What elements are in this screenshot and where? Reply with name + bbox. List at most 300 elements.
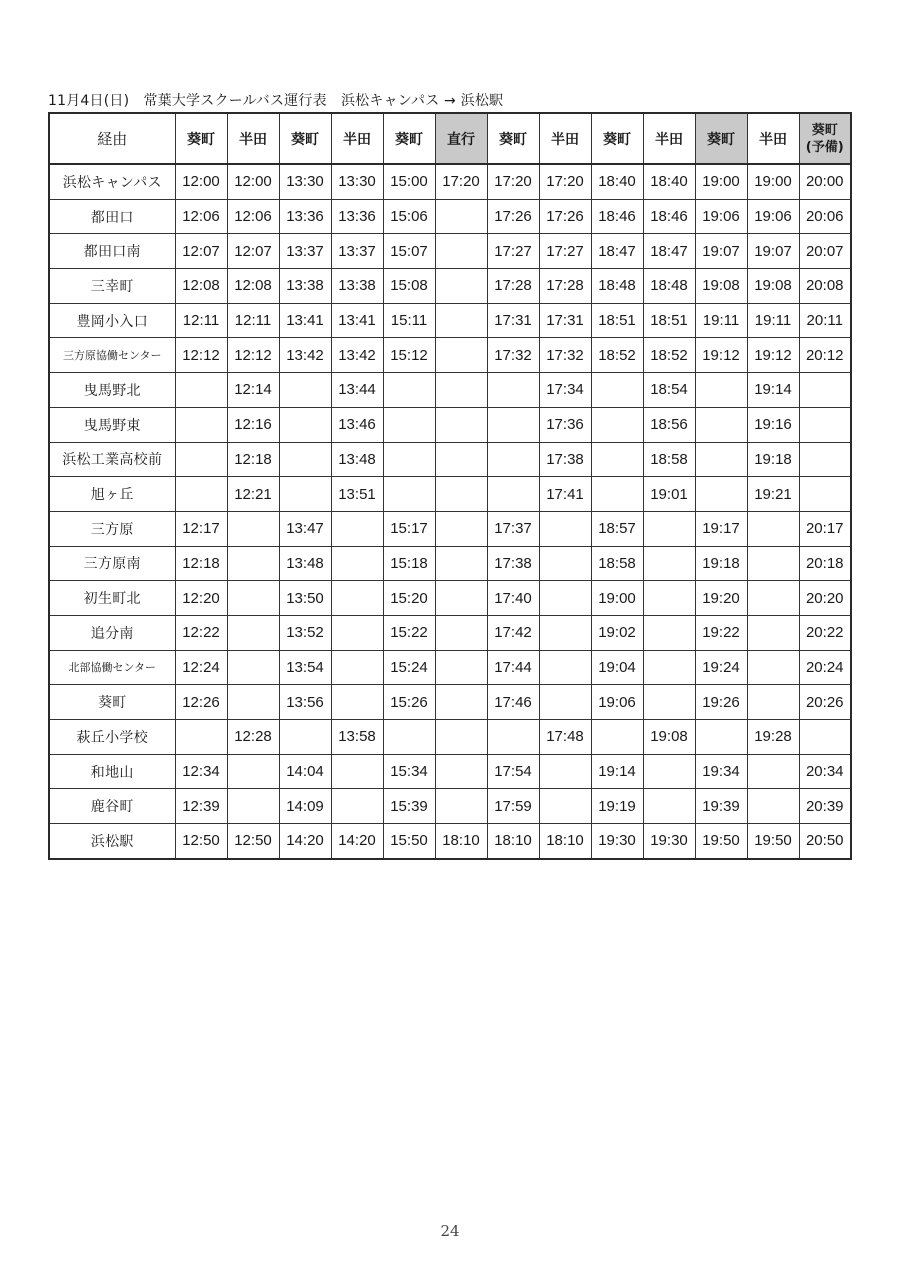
departure-time-cell: 15:00: [383, 164, 435, 199]
departure-time-cell: [747, 615, 799, 650]
departure-time-cell: [799, 373, 851, 408]
departure-time-cell: [539, 754, 591, 789]
page-title: 11月4日(日) 常葉大学スクールバス運行表 浜松キャンパス → 浜松駅: [48, 93, 504, 109]
departure-time-cell: [487, 442, 539, 477]
departure-time-cell: 17:36: [539, 407, 591, 442]
route-header-10: [643, 113, 695, 164]
departure-time-cell: 19:18: [747, 442, 799, 477]
departure-time-cell: 17:34: [539, 373, 591, 408]
departure-time-cell: [695, 720, 747, 755]
departure-time-cell: [487, 477, 539, 512]
stop-name: 鹿谷町: [49, 789, 175, 824]
departure-time-cell: 17:26: [487, 199, 539, 234]
departure-time-cell: 17:32: [539, 338, 591, 373]
departure-time-cell: 15:11: [383, 303, 435, 338]
departure-time-cell: [591, 407, 643, 442]
departure-time-cell: 13:42: [331, 338, 383, 373]
departure-time-cell: 13:36: [279, 199, 331, 234]
departure-time-cell: 17:46: [487, 685, 539, 720]
departure-time-cell: 15:26: [383, 685, 435, 720]
departure-time-cell: [331, 650, 383, 685]
departure-time-cell: 12:14: [227, 373, 279, 408]
departure-time-cell: 13:46: [331, 407, 383, 442]
table-row: [49, 824, 851, 859]
departure-time-cell: 12:00: [175, 164, 227, 199]
departure-time-cell: [747, 789, 799, 824]
table-row: [49, 303, 851, 338]
departure-time-cell: 20:18: [799, 546, 851, 581]
departure-time-cell: 18:40: [643, 164, 695, 199]
departure-time-cell: 15:22: [383, 615, 435, 650]
departure-time-cell: [643, 546, 695, 581]
route-name: 葵町: [291, 131, 319, 148]
departure-time-cell: 19:06: [591, 685, 643, 720]
stop-name: 三方原南: [49, 546, 175, 581]
departure-time-cell: 13:48: [279, 546, 331, 581]
departure-time-cell: [279, 373, 331, 408]
departure-time-cell: 19:08: [747, 269, 799, 304]
departure-time-cell: 13:58: [331, 720, 383, 755]
table-row: [49, 581, 851, 616]
departure-time-cell: 19:30: [643, 824, 695, 859]
departure-time-cell: [435, 720, 487, 755]
departure-time-cell: 12:08: [227, 269, 279, 304]
departure-time-cell: 15:39: [383, 789, 435, 824]
departure-time-cell: [279, 407, 331, 442]
departure-time-cell: 13:51: [331, 477, 383, 512]
departure-time-cell: 12:21: [227, 477, 279, 512]
departure-time-cell: 13:37: [279, 234, 331, 269]
departure-time-cell: 19:06: [695, 199, 747, 234]
departure-time-cell: 18:58: [591, 546, 643, 581]
departure-time-cell: 17:26: [539, 199, 591, 234]
departure-time-cell: [799, 442, 851, 477]
departure-time-cell: [435, 685, 487, 720]
departure-time-cell: [435, 373, 487, 408]
stop-name: 旭ヶ丘: [49, 477, 175, 512]
departure-time-cell: [591, 373, 643, 408]
departure-time-cell: 13:37: [331, 234, 383, 269]
departure-time-cell: 17:38: [539, 442, 591, 477]
departure-time-cell: 19:19: [591, 789, 643, 824]
route-name: 半田: [343, 131, 371, 148]
departure-time-cell: 12:17: [175, 511, 227, 546]
departure-time-cell: 18:10: [435, 824, 487, 859]
stop-name: 浜松駅: [49, 824, 175, 859]
departure-time-cell: [331, 511, 383, 546]
route-header-5: [383, 113, 435, 164]
departure-time-cell: [175, 477, 227, 512]
departure-time-cell: 15:18: [383, 546, 435, 581]
departure-time-cell: 12:18: [175, 546, 227, 581]
page-number: 24: [440, 1222, 460, 1240]
departure-time-cell: [643, 615, 695, 650]
departure-time-cell: [747, 650, 799, 685]
departure-time-cell: [383, 477, 435, 512]
departure-time-cell: [383, 720, 435, 755]
departure-time-cell: [435, 407, 487, 442]
departure-time-cell: [643, 581, 695, 616]
departure-time-cell: 19:30: [591, 824, 643, 859]
departure-time-cell: 17:42: [487, 615, 539, 650]
table-row: [49, 234, 851, 269]
departure-time-cell: 20:12: [799, 338, 851, 373]
route-name: 葵町: [499, 131, 527, 148]
departure-time-cell: 18:48: [591, 269, 643, 304]
departure-time-cell: [227, 650, 279, 685]
departure-time-cell: 19:06: [747, 199, 799, 234]
departure-time-cell: 18:47: [591, 234, 643, 269]
departure-time-cell: 15:06: [383, 199, 435, 234]
departure-time-cell: 18:58: [643, 442, 695, 477]
departure-time-cell: [643, 650, 695, 685]
stop-name: 初生町北: [49, 581, 175, 616]
departure-time-cell: 20:11: [799, 303, 851, 338]
departure-time-cell: 13:47: [279, 511, 331, 546]
departure-time-cell: 19:08: [643, 720, 695, 755]
departure-time-cell: [799, 477, 851, 512]
table-row: [49, 442, 851, 477]
departure-time-cell: 20:24: [799, 650, 851, 685]
departure-time-cell: [331, 615, 383, 650]
table-row: [49, 338, 851, 373]
departure-time-cell: [435, 511, 487, 546]
departure-time-cell: 14:20: [279, 824, 331, 859]
departure-time-cell: 18:56: [643, 407, 695, 442]
departure-time-cell: 13:44: [331, 373, 383, 408]
departure-time-cell: 17:28: [539, 269, 591, 304]
route-name: 半田: [759, 131, 787, 148]
route-note: (予備): [805, 139, 844, 155]
departure-time-cell: 13:41: [279, 303, 331, 338]
departure-time-cell: 19:26: [695, 685, 747, 720]
table-row: [49, 650, 851, 685]
departure-time-cell: [695, 407, 747, 442]
route-header-4: [331, 113, 383, 164]
departure-time-cell: [435, 303, 487, 338]
departure-time-cell: [747, 754, 799, 789]
departure-time-cell: 15:17: [383, 511, 435, 546]
departure-time-cell: 19:07: [695, 234, 747, 269]
departure-time-cell: [435, 199, 487, 234]
departure-time-cell: [747, 546, 799, 581]
departure-time-cell: 20:06: [799, 199, 851, 234]
departure-time-cell: 13:41: [331, 303, 383, 338]
departure-time-cell: 19:20: [695, 581, 747, 616]
departure-time-cell: 18:52: [643, 338, 695, 373]
stop-name: 浜松キャンパス: [49, 164, 175, 199]
departure-time-cell: 13:36: [331, 199, 383, 234]
departure-time-cell: [227, 581, 279, 616]
departure-time-cell: 19:22: [695, 615, 747, 650]
departure-time-cell: [695, 373, 747, 408]
route-name: 葵町: [395, 131, 423, 148]
departure-time-cell: 12:39: [175, 789, 227, 824]
departure-time-cell: 13:30: [331, 164, 383, 199]
departure-time-cell: 15:08: [383, 269, 435, 304]
departure-time-cell: [227, 789, 279, 824]
departure-time-cell: 20:17: [799, 511, 851, 546]
departure-time-cell: [227, 754, 279, 789]
departure-time-cell: 12:50: [227, 824, 279, 859]
departure-time-cell: [435, 789, 487, 824]
departure-time-cell: 17:44: [487, 650, 539, 685]
departure-time-cell: 18:46: [643, 199, 695, 234]
departure-time-cell: [175, 373, 227, 408]
departure-time-cell: [175, 720, 227, 755]
departure-time-cell: 19:12: [747, 338, 799, 373]
route-header-3: [279, 113, 331, 164]
departure-time-cell: 15:12: [383, 338, 435, 373]
departure-time-cell: 17:38: [487, 546, 539, 581]
stop-name: 曳馬野北: [49, 373, 175, 408]
departure-time-cell: [591, 720, 643, 755]
departure-time-cell: [487, 720, 539, 755]
departure-time-cell: 14:20: [331, 824, 383, 859]
stop-name: 曳馬野東: [49, 407, 175, 442]
route-name: 葵町: [603, 131, 631, 148]
route-header-8: [539, 113, 591, 164]
departure-time-cell: 18:54: [643, 373, 695, 408]
departure-time-cell: [435, 650, 487, 685]
departure-time-cell: 12:18: [227, 442, 279, 477]
departure-time-cell: 12:22: [175, 615, 227, 650]
departure-time-cell: [643, 511, 695, 546]
departure-time-cell: 19:14: [591, 754, 643, 789]
departure-time-cell: [331, 754, 383, 789]
departure-time-cell: [175, 407, 227, 442]
departure-time-cell: 17:37: [487, 511, 539, 546]
departure-time-cell: 15:34: [383, 754, 435, 789]
departure-time-cell: 13:38: [279, 269, 331, 304]
departure-time-cell: [591, 477, 643, 512]
table-row: [49, 685, 851, 720]
departure-time-cell: 12:08: [175, 269, 227, 304]
stop-name: 都田口: [49, 199, 175, 234]
departure-time-cell: [331, 789, 383, 824]
stop-name: 和地山: [49, 754, 175, 789]
departure-time-cell: 15:50: [383, 824, 435, 859]
stop-name: 三幸町: [49, 269, 175, 304]
table-row: [49, 546, 851, 581]
departure-time-cell: 19:08: [695, 269, 747, 304]
departure-time-cell: [435, 477, 487, 512]
departure-time-cell: [539, 615, 591, 650]
departure-time-cell: 17:28: [487, 269, 539, 304]
departure-time-cell: 17:59: [487, 789, 539, 824]
departure-time-cell: 17:41: [539, 477, 591, 512]
departure-time-cell: 18:48: [643, 269, 695, 304]
departure-time-cell: 20:20: [799, 581, 851, 616]
departure-time-cell: 19:21: [747, 477, 799, 512]
departure-time-cell: 12:07: [227, 234, 279, 269]
departure-time-cell: [435, 338, 487, 373]
departure-time-cell: [539, 685, 591, 720]
departure-time-cell: [539, 546, 591, 581]
departure-time-cell: 20:39: [799, 789, 851, 824]
departure-time-cell: [331, 685, 383, 720]
departure-time-cell: 20:00: [799, 164, 851, 199]
departure-time-cell: [435, 442, 487, 477]
departure-time-cell: [435, 615, 487, 650]
departure-time-cell: [643, 685, 695, 720]
departure-time-cell: 17:32: [487, 338, 539, 373]
departure-time-cell: [227, 546, 279, 581]
departure-time-cell: 12:26: [175, 685, 227, 720]
departure-time-cell: 19:34: [695, 754, 747, 789]
departure-time-cell: 14:09: [279, 789, 331, 824]
stop-name: 追分南: [49, 615, 175, 650]
departure-time-cell: 19:18: [695, 546, 747, 581]
departure-time-cell: 20:34: [799, 754, 851, 789]
route-header-12: [747, 113, 799, 164]
route-header-2: [227, 113, 279, 164]
departure-time-cell: 19:02: [591, 615, 643, 650]
departure-time-cell: [487, 373, 539, 408]
route-name: 半田: [655, 131, 683, 148]
table-row: [49, 754, 851, 789]
departure-time-cell: 15:24: [383, 650, 435, 685]
route-name: 葵町: [811, 122, 838, 138]
route-name: 葵町: [187, 131, 215, 148]
departure-time-cell: 17:31: [487, 303, 539, 338]
departure-time-cell: 13:50: [279, 581, 331, 616]
bus-timetable: [48, 112, 852, 860]
departure-time-cell: [487, 407, 539, 442]
departure-time-cell: 12:00: [227, 164, 279, 199]
departure-time-cell: 19:50: [747, 824, 799, 859]
departure-time-cell: 20:50: [799, 824, 851, 859]
departure-time-cell: [383, 407, 435, 442]
departure-time-cell: 13:48: [331, 442, 383, 477]
departure-time-cell: 17:31: [539, 303, 591, 338]
table-row: [49, 477, 851, 512]
departure-time-cell: 19:14: [747, 373, 799, 408]
departure-time-cell: 17:27: [487, 234, 539, 269]
departure-time-cell: 19:04: [591, 650, 643, 685]
departure-time-cell: [227, 685, 279, 720]
departure-time-cell: [435, 269, 487, 304]
departure-time-cell: 20:07: [799, 234, 851, 269]
departure-time-cell: 18:47: [643, 234, 695, 269]
departure-time-cell: [539, 581, 591, 616]
departure-time-cell: 17:40: [487, 581, 539, 616]
stop-name: 葵町: [49, 685, 175, 720]
route-header-13: [799, 113, 851, 164]
departure-time-cell: 17:54: [487, 754, 539, 789]
departure-time-cell: 12:16: [227, 407, 279, 442]
departure-time-cell: [279, 720, 331, 755]
departure-time-cell: 20:22: [799, 615, 851, 650]
departure-time-cell: 12:07: [175, 234, 227, 269]
departure-time-cell: 12:06: [175, 199, 227, 234]
departure-time-cell: [539, 650, 591, 685]
departure-time-cell: [227, 511, 279, 546]
stop-name: 豊岡小入口: [49, 303, 175, 338]
departure-time-cell: [279, 442, 331, 477]
departure-time-cell: [383, 373, 435, 408]
departure-time-cell: 19:17: [695, 511, 747, 546]
departure-time-cell: [175, 442, 227, 477]
departure-time-cell: 12:11: [227, 303, 279, 338]
departure-time-cell: 17:20: [487, 164, 539, 199]
route-header-11: [695, 113, 747, 164]
departure-time-cell: 13:38: [331, 269, 383, 304]
route-header-1: [175, 113, 227, 164]
stop-name: 浜松工業高校前: [49, 442, 175, 477]
table-row: [49, 199, 851, 234]
table-row: [49, 511, 851, 546]
departure-time-cell: 20:26: [799, 685, 851, 720]
departure-time-cell: [695, 477, 747, 512]
stop-name: 萩丘小学校: [49, 720, 175, 755]
departure-time-cell: [799, 407, 851, 442]
departure-time-cell: 12:12: [227, 338, 279, 373]
route-header-row: [49, 113, 851, 164]
table-row: [49, 164, 851, 199]
departure-time-cell: 19:24: [695, 650, 747, 685]
departure-time-cell: 19:00: [747, 164, 799, 199]
departure-time-cell: [799, 720, 851, 755]
departure-time-cell: 12:28: [227, 720, 279, 755]
stop-name: 都田口南: [49, 234, 175, 269]
departure-time-cell: 12:50: [175, 824, 227, 859]
departure-time-cell: 12:12: [175, 338, 227, 373]
departure-time-cell: [695, 442, 747, 477]
departure-time-cell: 18:51: [591, 303, 643, 338]
table-row: [49, 789, 851, 824]
departure-time-cell: 19:28: [747, 720, 799, 755]
departure-time-cell: 19:00: [591, 581, 643, 616]
departure-time-cell: [331, 546, 383, 581]
departure-time-cell: [435, 754, 487, 789]
route-header-6: [435, 113, 487, 164]
stop-name: 三方原: [49, 511, 175, 546]
departure-time-cell: 13:30: [279, 164, 331, 199]
departure-time-cell: 19:01: [643, 477, 695, 512]
departure-time-cell: 19:12: [695, 338, 747, 373]
departure-time-cell: 18:51: [643, 303, 695, 338]
departure-time-cell: [227, 615, 279, 650]
departure-time-cell: [591, 442, 643, 477]
departure-time-cell: 19:11: [695, 303, 747, 338]
departure-time-cell: [747, 581, 799, 616]
table-row: [49, 373, 851, 408]
departure-time-cell: [435, 234, 487, 269]
route-header-7: [487, 113, 539, 164]
departure-time-cell: [331, 581, 383, 616]
departure-time-cell: 12:11: [175, 303, 227, 338]
departure-time-cell: 17:27: [539, 234, 591, 269]
departure-time-cell: 12:24: [175, 650, 227, 685]
departure-time-cell: 18:40: [591, 164, 643, 199]
stop-name: 三方原協働センター: [49, 338, 175, 373]
route-name: 半田: [239, 131, 267, 148]
departure-time-cell: [643, 754, 695, 789]
table-row: [49, 407, 851, 442]
departure-time-cell: 20:08: [799, 269, 851, 304]
departure-time-cell: 18:57: [591, 511, 643, 546]
departure-time-cell: [383, 442, 435, 477]
table-row: [49, 615, 851, 650]
departure-time-cell: 19:00: [695, 164, 747, 199]
departure-time-cell: 18:10: [539, 824, 591, 859]
departure-time-cell: 17:48: [539, 720, 591, 755]
departure-time-cell: 15:20: [383, 581, 435, 616]
table-row: [49, 269, 851, 304]
route-name: 半田: [551, 131, 579, 148]
departure-time-cell: [279, 477, 331, 512]
